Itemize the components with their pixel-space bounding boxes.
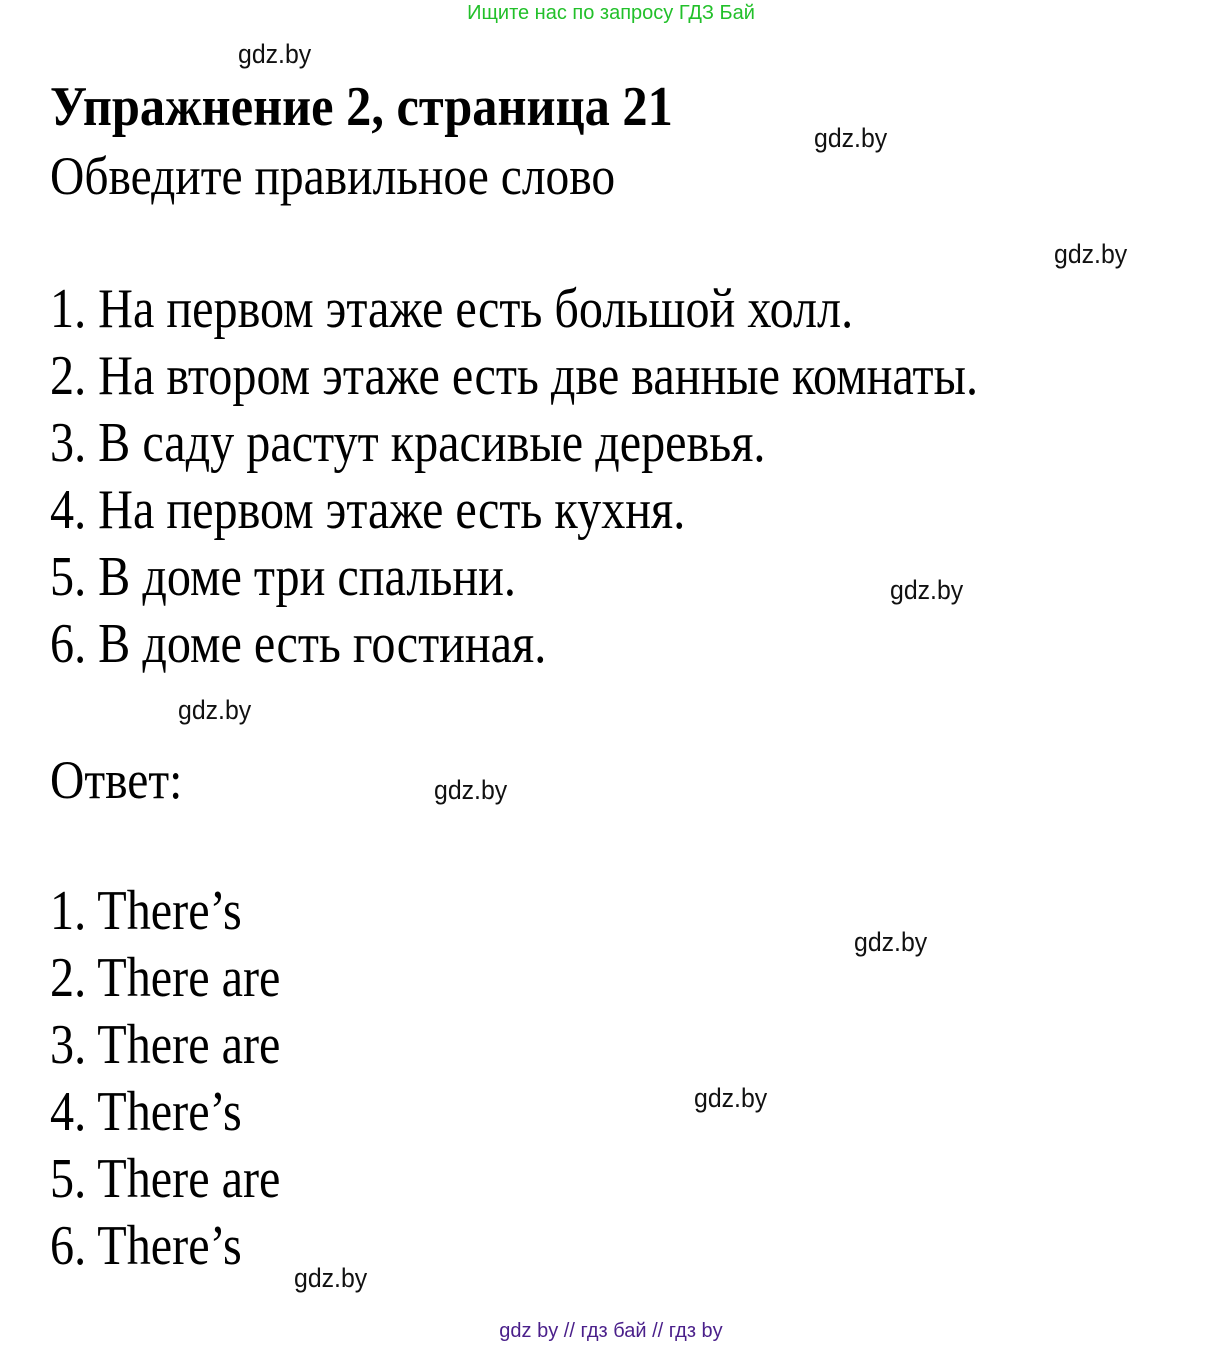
exercise-instruction: Обведите правильное слово (50, 146, 616, 206)
answer-item: 6. There’s (50, 1215, 242, 1277)
answer-item: 4. There’s (50, 1081, 242, 1143)
answer-item: 1. There’s (50, 880, 242, 942)
watermark: gdz.by (294, 1263, 368, 1293)
sentence-item: 5. В доме три спальни. (50, 546, 516, 608)
answer-item: 3. There are (50, 1014, 281, 1076)
footer-links: gdz by // гдз бай // гдз by (499, 1320, 723, 1342)
watermark: gdz.by (178, 695, 252, 725)
watermark: gdz.by (694, 1083, 768, 1113)
watermark: gdz.by (814, 123, 888, 153)
answer-label: Ответ: (50, 750, 183, 810)
watermark: gdz.by (434, 775, 508, 805)
exercise-title: Упражнение 2, страница 21 (50, 76, 673, 138)
watermark: gdz.by (238, 39, 312, 69)
sentence-item: 6. В доме есть гостиная. (50, 613, 547, 675)
watermark: gdz.by (1054, 239, 1128, 269)
watermark: gdz.by (854, 927, 928, 957)
watermark: gdz.by (890, 575, 964, 605)
search-banner: Ищите нас по запросу ГДЗ Бай (467, 2, 755, 24)
sentence-item: 1. На первом этаже есть большой холл. (50, 278, 854, 340)
sentence-item: 3. В саду растут красивые деревья. (50, 412, 766, 474)
answer-item: 5. There are (50, 1148, 281, 1210)
sentence-item: 2. На втором этаже есть две ванные комнаты. (50, 345, 979, 407)
sentence-item: 4. На первом этаже есть кухня. (50, 479, 686, 541)
answer-item: 2. There are (50, 947, 281, 1009)
